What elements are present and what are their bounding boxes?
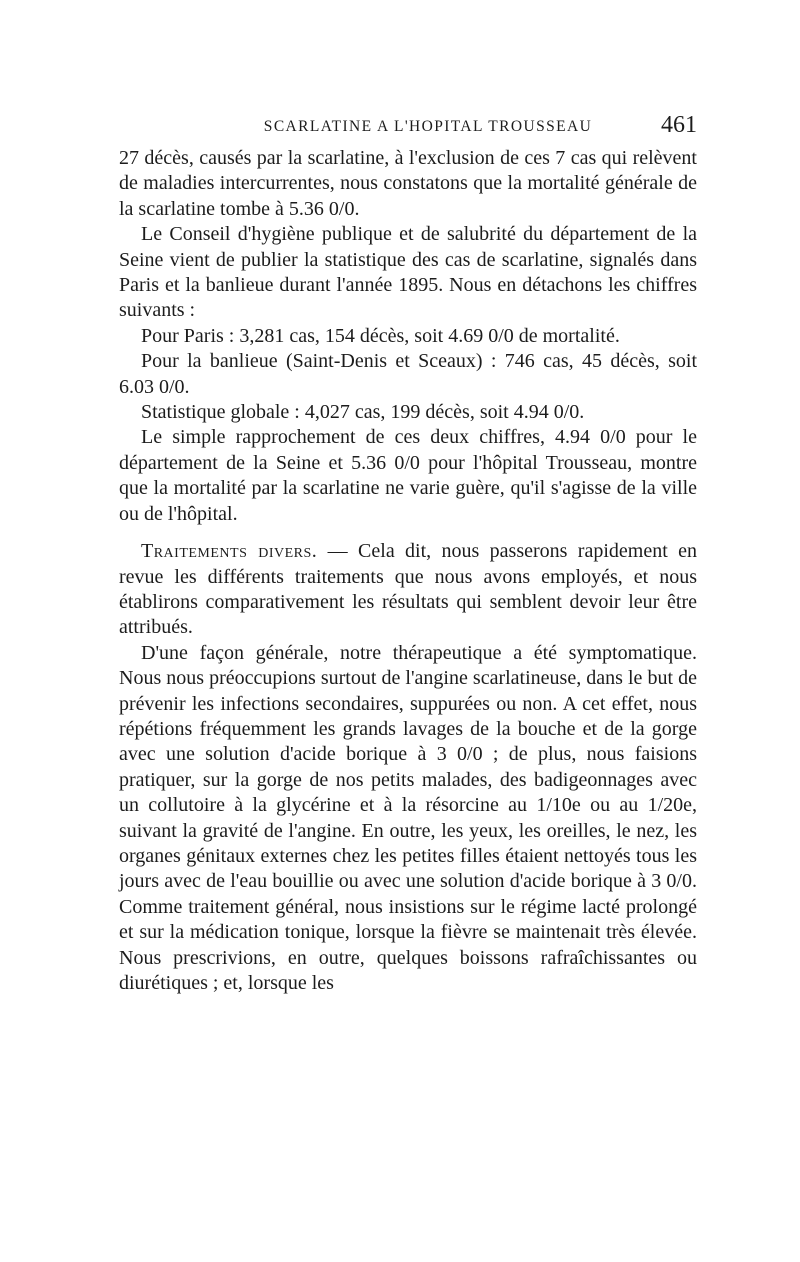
paragraph-4: Pour la banlieue (Saint-Denis et Sceaux) : 746 cas, 45 décès, soit 6.03 0/0. — [119, 350, 697, 398]
paragraph-7 — [119, 539, 697, 641]
section-heading: Traitements divers. — [141, 540, 318, 563]
running-title: SCARLATINE A L'HOPITAL TROUSSEAU — [263, 118, 593, 135]
page-number: 461 — [661, 112, 697, 138]
paragraph-2: Le Conseil d'hygiène publique et de salubrité du département de la Seine vient de publier la statistique des cas de scarlatine, signalés dans Paris et la banlieue durant l'année 1895. Nous en détachons les chiffres suivants : — [119, 223, 697, 322]
body-text — [119, 146, 697, 996]
paragraph-8: D'une façon générale, notre thérapeutique a été symptomatique. Nous nous préoccupions surtout de l'angine scarlatineuse, dans le but de prévenir les infections secondaires, suppurées ou non. A cet effet, nous répétions fréquemment les grands lavages de la bouche et de la gorge avec une solution d'acide borique à 3 0/0 ; de plus, nous faisions pratiquer, sur la gorge de nos petits malades, des badigeonnages avec un collutoire à la glycérine et à la résorcine au 1/10e ou au 1/20e, suivant la gravité de l'angine. En outre, les yeux, les oreilles, le nez, les organes génitaux externes chez les petites filles étaient nettoyés tous les jours avec de l'eau bouillie ou avec une solution d'acide borique à 3 0/0. Comme traitement général, nous insistions sur le régime lacté prolongé et sur la médication tonique, lorsque la fièvre se maintenait très élevée. Nous prescrivions, en outre, quelques boissons rafraîchissantes ou diurétiques ; et, lorsque les — [119, 641, 697, 994]
book-page — [119, 112, 697, 996]
paragraph-3: Pour Paris : 3,281 cas, 154 décès, soit 4.69 0/0 de mortalité. — [141, 324, 620, 347]
paragraph-5: Statistique globale : 4,027 cas, 199 décès, soit 4.94 0/0. — [141, 401, 585, 424]
paragraph-6: Le simple rapprochement de ces deux chiffres, 4.94 0/0 pour le département de la Seine et 5.36 0/0 pour l'hôpital Trousseau, montre que la mortalité par la scarlatine ne varie guère, qu'il s'agisse de la ville ou de l'hôpital. — [119, 426, 697, 525]
running-head — [119, 112, 697, 146]
paragraph-7-text: — Cela dit, nous passerons rapidement en revue les différents traitements que nous avons employés, et nous établirons comparativement les résultats qui semblent devoir leur être attribués. — [119, 540, 698, 639]
paragraph-1: 27 décès, causés par la scarlatine, à l'exclusion de ces 7 cas qui relèvent de maladies intercurrentes, nous constatons que la mortalité générale de la scarlatine tombe à 5.36 0/0. — [119, 147, 697, 220]
